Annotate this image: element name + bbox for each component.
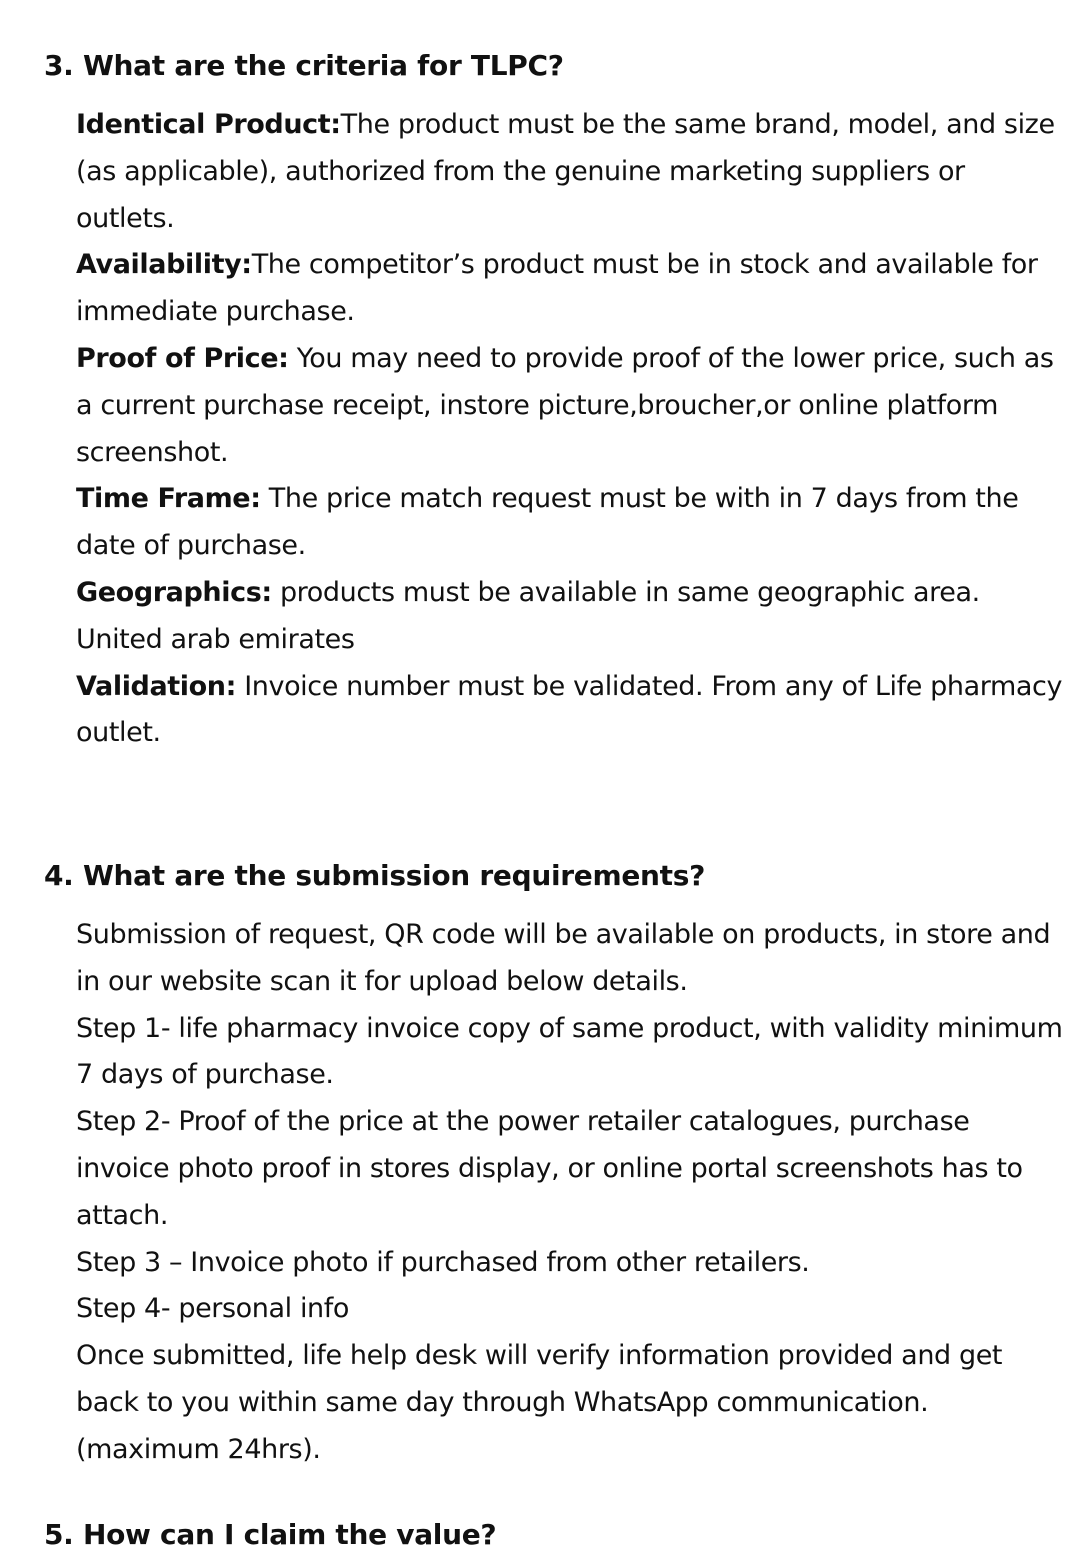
criteria-label: Proof of Price:	[76, 342, 289, 374]
section-5-heading: 5. How can I claim the value?	[44, 1518, 497, 1551]
submission-step-1: Step 1- life pharmacy invoice copy of same product, with validity minimum 7 days of purchase.	[76, 1012, 1063, 1091]
submission-step-3: Step 3 – Invoice photo if purchased from other retailers.	[76, 1246, 810, 1278]
criteria-geographics	[76, 570, 1066, 664]
section-4-heading: 4. What are the submission requirements?	[44, 859, 706, 892]
submission-step-2: Step 2- Proof of the price at the power retailer catalogues, purchase invoice photo proof in stores display, or online portal screenshots has to attach.	[76, 1106, 1023, 1231]
criteria-list	[76, 102, 1066, 757]
criteria-text: products must be available in same geographic area. United arab emirates	[76, 576, 980, 655]
criteria-text: You may need to provide proof of the lower price, such as a current purchase receipt, instore picture,broucher,or online platform screenshot.	[76, 342, 1054, 468]
criteria-identical-product	[76, 102, 1066, 242]
criteria-availability	[76, 242, 1066, 336]
criteria-label: Validation:	[76, 670, 237, 702]
criteria-proof-of-price	[76, 336, 1066, 476]
submission-followup: Once submitted, life help desk will verify information provided and get back to you within same day through WhatsApp communication.(maximum 24hrs).	[76, 1340, 1003, 1465]
submission-step-4: Step 4- personal info	[76, 1293, 349, 1325]
criteria-label: Availability:	[76, 249, 252, 281]
criteria-text: Invoice number must be validated. From any of Life pharmacy outlet.	[76, 670, 1063, 749]
criteria-text: The price match request must be with in 7 days from the date of purchase.	[76, 483, 1019, 562]
criteria-text: The competitor’s product must be in stock and available for immediate purchase.	[76, 249, 1038, 328]
criteria-time-frame	[76, 476, 1066, 570]
criteria-label: Identical Product:	[76, 109, 341, 140]
criteria-label: Time Frame:	[76, 483, 261, 515]
section-3-heading: 3. What are the criteria for TLPC?	[44, 49, 564, 82]
criteria-label: Geographics:	[76, 576, 272, 608]
criteria-text: The product must be the same brand, model, and size (as applicable), authorized from the genuine marketing suppliers or outlets.	[76, 109, 1055, 234]
submission-intro: Submission of request, QR code will be available on products, in store and in our website scan it for upload below details.	[76, 919, 1051, 997]
criteria-validation	[76, 664, 1066, 758]
submission-requirements	[76, 912, 1066, 1474]
